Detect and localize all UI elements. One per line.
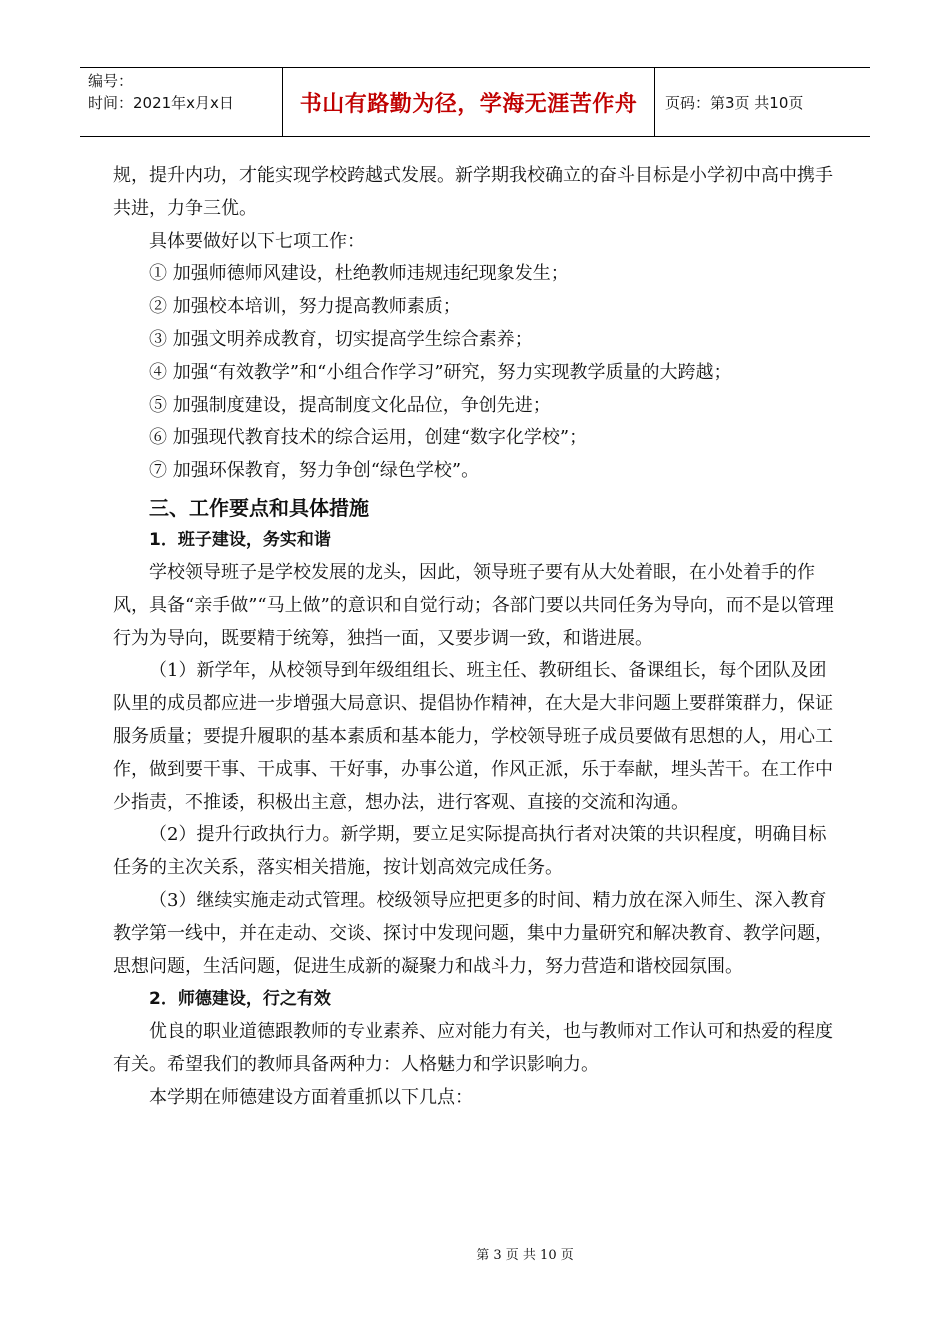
list-item: ① 加强师德师风建设，杜绝教师违规违纪现象发生； xyxy=(149,263,569,285)
list-item: ③ 加强文明养成教育，切实提高学生综合素养； xyxy=(149,328,533,350)
section-heading: 三、工作要点和具体措施 xyxy=(149,495,369,520)
list-item: ⑦ 加强环保教育，努力争创“绿色学校”。 xyxy=(149,460,480,482)
paragraph: （2）提升行政执行力。新学期，要立足实际提高执行者对决策的共识程度，明确目标任务的主次关系，落实相关措施，按计划高效完成任务。 xyxy=(113,824,827,879)
number-label: 编号： xyxy=(88,72,134,90)
paragraph: 具体要做好以下七项工作： xyxy=(149,230,365,252)
paragraph: 规，提升内功，才能实现学校跨越式发展。新学期我校确立的奋斗目标是小学初中高中携手共进，力争三优。 xyxy=(113,165,833,219)
page-footer: 第 3 页 共 10 页 xyxy=(476,1248,574,1263)
paragraph: （3）继续实施走动式管理。校级领导应把更多的时间、精力放在深入师生、深入教育教学第一线中，并在走动、交谈、探讨中发现问题，集中力量研究和解决教育、教学问题，思想问题，生活问题，促进生成新的凝聚力和战斗力，努力营造和谐校园氛围。 xyxy=(113,889,833,977)
header-page-info: 页码：第3页 共10页 xyxy=(665,93,804,112)
list-item: ⑤ 加强制度建设，提高制度文化品位，争创先进； xyxy=(149,394,551,416)
subsection-heading: 1．班子建设，务实和谐 xyxy=(149,529,331,550)
time-label: 时间：2021年x月x日 xyxy=(88,94,234,112)
list-item: ② 加强校本培训，努力提高教师素质； xyxy=(149,296,461,318)
list-item: ④ 加强“有效教学”和“小组合作学习”研究，努力实现教学质量的大跨越； xyxy=(149,361,732,383)
header-meta xyxy=(80,68,282,136)
paragraph: （1）新学年，从校领导到年级组组长、班主任、教研组长、备课组长，每个团队及团队里的成员都应进一步增强大局意识、提倡协作精神，在大是大非问题上要群策群力，保证服务质量；要提升履职的基本素质和基本能力，学校领导班子成员要做有思想的人，用心工作，做到要干事、干成事、干好事，办事公道，作风正派，乐于奉献，埋头苦干。在工作中少指责，不推诿，积极出主意，想办法，进行客观、直接的交流和沟通。 xyxy=(113,660,833,813)
paragraph: 优良的职业道德跟教师的专业素养、应对能力有关，也与教师对工作认可和热爱的程度有关。希望我们的教师具备两种力：人格魅力和学识影响力。 xyxy=(113,1021,833,1076)
subsection-heading: 2．师德建设，行之有效 xyxy=(149,989,331,1010)
list-item: ⑥ 加强现代教育技术的综合运用，创建“数字化学校”； xyxy=(149,427,588,449)
document-header xyxy=(80,67,870,137)
header-motto: 书山有路勤为径，学海无涯苦作舟 xyxy=(282,68,655,136)
paragraph: 本学期在师德建设方面着重抓以下几点： xyxy=(149,1086,473,1108)
document-body xyxy=(113,160,838,1115)
paragraph: 学校领导班子是学校发展的龙头，因此，领导班子要有从大处着眼，在小处着手的作风，具备“亲手做”“马上做”的意识和自觉行动；各部门要以共同任务为导向，而不是以管理行为为导向，既要精于统筹，独挡一面，又要步调一致，和谐进展。 xyxy=(113,561,834,649)
